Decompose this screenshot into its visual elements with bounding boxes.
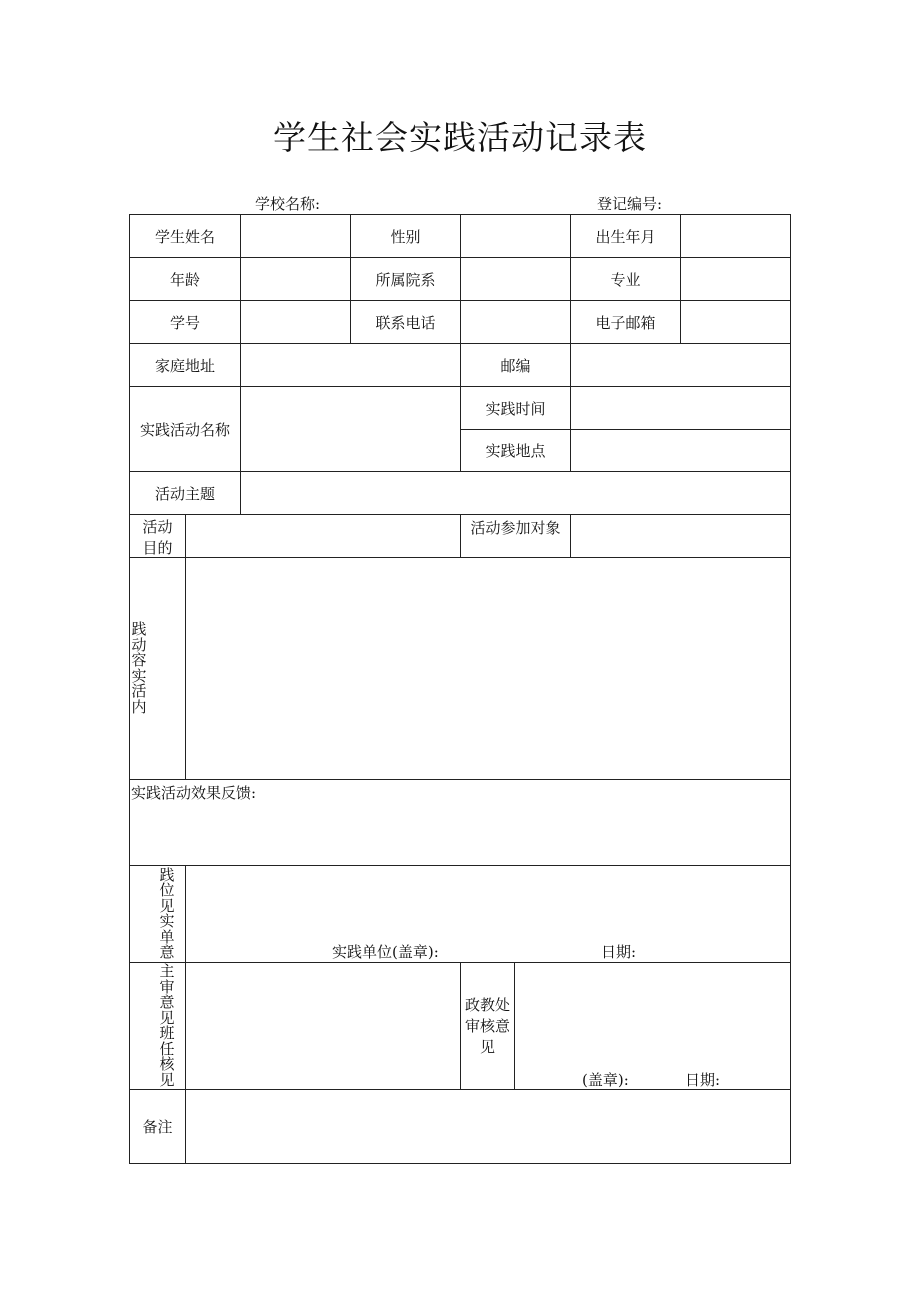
activity-content-input[interactable]	[185, 557, 791, 780]
birth-date-input[interactable]	[680, 214, 791, 258]
form-title: 学生社会实践活动记录表	[273, 118, 647, 157]
effect-feedback-label: 实践活动效果反馈:	[131, 784, 257, 802]
student-id-label: 学号	[129, 300, 241, 344]
teacher-opinion-label	[129, 962, 186, 1090]
student-id-input[interactable]	[240, 300, 351, 344]
activity-content-label	[129, 557, 186, 780]
age-input[interactable]	[240, 257, 351, 301]
postcode-input[interactable]	[570, 343, 791, 387]
office-date-label: 日期:	[685, 1071, 721, 1089]
teacher-opinion-text: 主审意见班任核见	[159, 962, 175, 1089]
unit-opinion-text: 践位见实单意	[159, 865, 175, 961]
activity-purpose-label	[129, 514, 186, 558]
major-input[interactable]	[680, 257, 791, 301]
unit-opinion-label	[129, 865, 186, 963]
phone-label: 联系电话	[350, 300, 461, 344]
activity-purpose-input[interactable]	[185, 514, 461, 558]
activity-purpose-text: 活动目的	[142, 518, 173, 557]
birth-date-label: 出生年月	[570, 214, 681, 258]
practice-place-input[interactable]	[570, 429, 791, 472]
effect-feedback-box[interactable]	[129, 779, 791, 866]
practice-time-label: 实践时间	[460, 386, 571, 430]
unit-stamp-label: 实践单位(盖章):	[332, 943, 439, 961]
remarks-input[interactable]	[185, 1089, 791, 1164]
teacher-opinion-input[interactable]	[185, 962, 461, 1090]
department-label: 所属院系	[350, 257, 461, 301]
office-opinion-label	[460, 962, 515, 1090]
unit-opinion-input[interactable]	[185, 865, 791, 963]
office-opinion-input[interactable]	[514, 962, 791, 1090]
major-label: 专业	[570, 257, 681, 301]
activity-theme-input[interactable]	[240, 471, 791, 515]
email-label: 电子邮箱	[570, 300, 681, 344]
unit-date-label: 日期:	[601, 943, 637, 961]
home-address-label: 家庭地址	[129, 343, 241, 387]
gender-input[interactable]	[460, 214, 571, 258]
office-opinion-text: 政教处审核意见	[464, 995, 510, 1056]
activity-theme-label: 活动主题	[129, 471, 241, 515]
department-input[interactable]	[460, 257, 571, 301]
office-stamp-label: (盖章):	[582, 1071, 629, 1089]
phone-input[interactable]	[460, 300, 571, 344]
gender-label: 性别	[350, 214, 461, 258]
registration-number-label: 登记编号:	[597, 195, 663, 213]
activity-participants-label: 活动参加对象	[460, 514, 571, 558]
postcode-label: 邮编	[460, 343, 571, 387]
activity-content-text: 践动容实活内	[131, 620, 147, 716]
student-name-label: 学生姓名	[129, 214, 241, 258]
practice-time-input[interactable]	[570, 386, 791, 430]
activity-name-label: 实践活动名称	[129, 386, 241, 472]
student-name-input[interactable]	[240, 214, 351, 258]
practice-place-label: 实践地点	[460, 429, 571, 472]
home-address-input[interactable]	[240, 343, 461, 387]
school-name-label: 学校名称:	[255, 195, 321, 213]
activity-name-input[interactable]	[240, 386, 461, 472]
age-label: 年龄	[129, 257, 241, 301]
activity-participants-input[interactable]	[570, 514, 791, 558]
remarks-label: 备注	[129, 1089, 186, 1164]
email-input[interactable]	[680, 300, 791, 344]
